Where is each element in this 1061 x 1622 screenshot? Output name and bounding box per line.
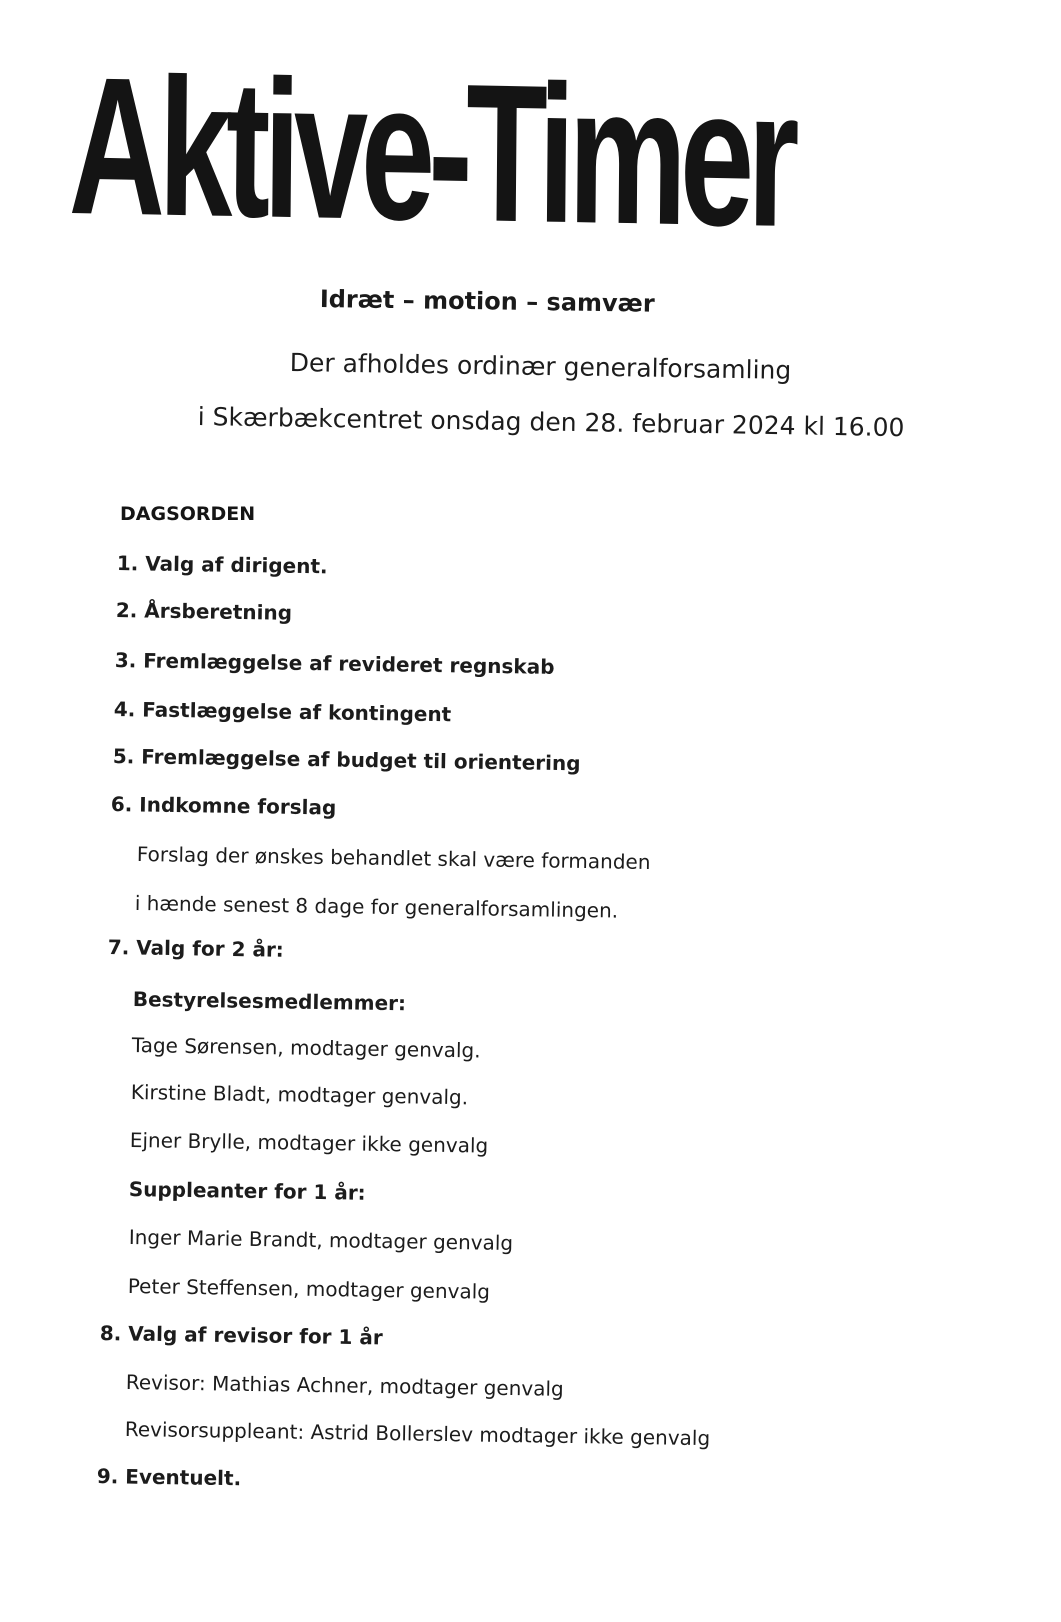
board-member-3: Ejner Brylle, modtager ikke genvalg: [129, 1128, 489, 1158]
intro-line-2: i Skærbækcentret onsdag den 28. februar 2024 kl 16.00: [197, 402, 905, 443]
agenda-item-1: 1. Valg af dirigent.: [116, 551, 328, 579]
auditor-line: Revisor: Mathias Achner, modtager genvalg: [125, 1370, 564, 1401]
substitutes-heading: Suppleanter for 1 år:: [128, 1177, 366, 1205]
board-member-1: Tage Sørensen, modtager genvalg.: [131, 1033, 481, 1063]
substitute-1: Inger Marie Brandt, modtager genvalg: [128, 1225, 514, 1256]
document-title: Aktive-Timer: [68, 36, 794, 268]
agenda-item-9: 9. Eventuelt.: [96, 1464, 242, 1491]
agenda-item-6-note-2: i hænde senest 8 dage for generalforsamlingen.: [134, 891, 619, 923]
agenda-item-2: 2. Årsberetning: [115, 598, 293, 625]
auditor-substitute-line: Revisorsuppleant: Astrid Bollerslev modtager ikke genvalg: [124, 1417, 711, 1451]
board-member-2: Kirstine Bladt, modtager genvalg.: [130, 1080, 469, 1110]
agenda-item-6: 6. Indkomne forslag: [110, 792, 337, 820]
board-heading: Bestyrelsesmedlemmer:: [132, 987, 407, 1016]
document-subtitle: Idræt – motion – samvær: [319, 285, 655, 318]
agenda-item-7: 7. Valg for 2 år:: [107, 935, 284, 962]
agenda-item-6-note-1: Forslag der ønskes behandlet skal være formanden: [136, 842, 651, 875]
agenda-item-3: 3. Fremlæggelse af revideret regnskab: [114, 648, 555, 679]
agenda-heading: DAGSORDEN: [120, 503, 256, 525]
intro-line-1: Der afholdes ordinær generalforsamling: [289, 348, 792, 385]
agenda-item-4: 4. Fastlæggelse af kontingent: [113, 697, 452, 727]
agenda-item-5: 5. Fremlæggelse af budget til orientering: [112, 744, 581, 776]
substitute-2: Peter Steffensen, modtager genvalg: [127, 1274, 491, 1304]
agenda-item-8: 8. Valg af revisor for 1 år: [99, 1321, 383, 1350]
